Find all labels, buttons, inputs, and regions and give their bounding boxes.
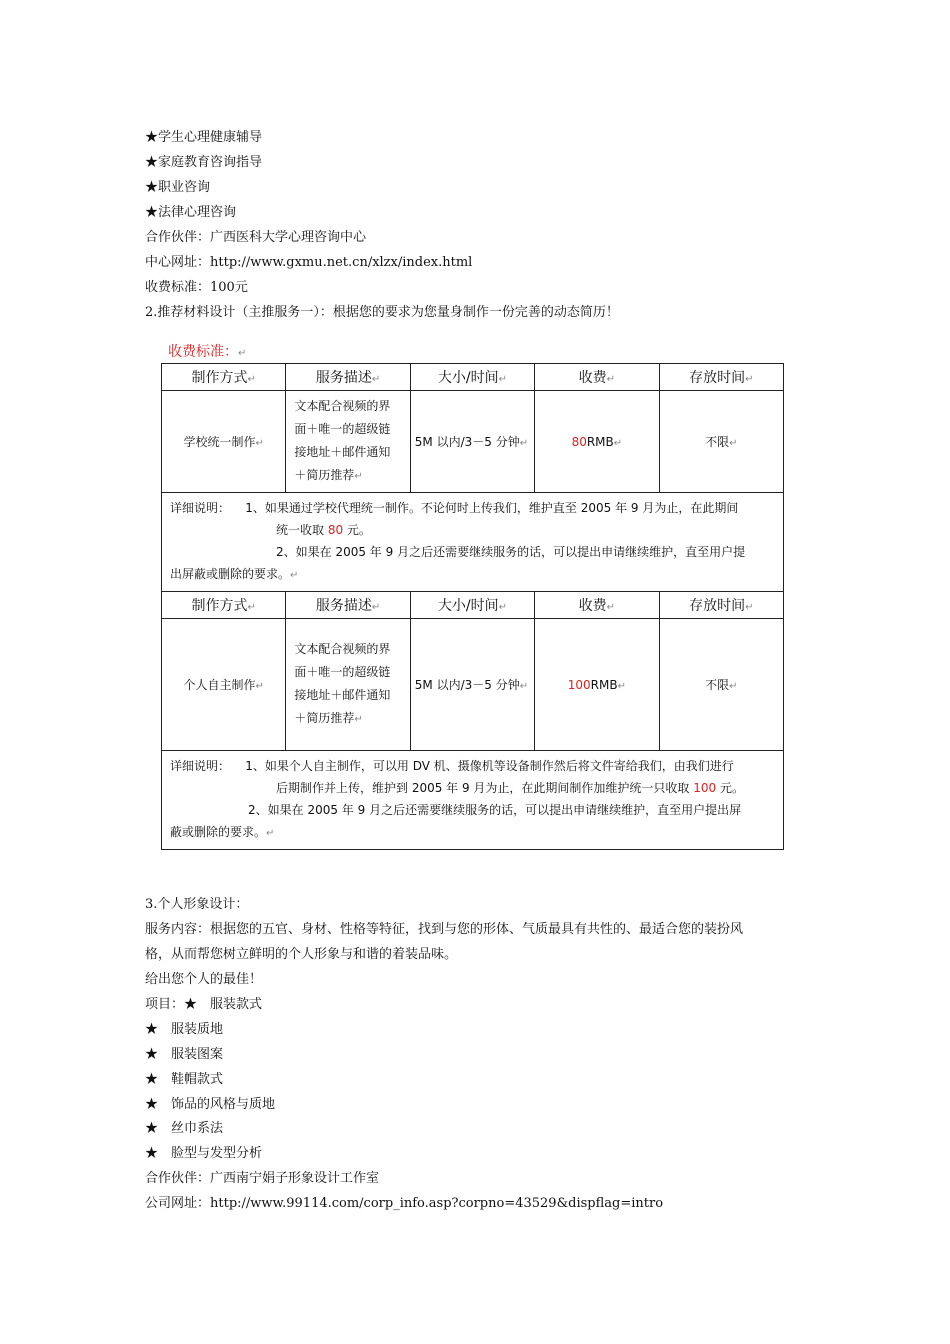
list-item: ★ 鞋帽款式 bbox=[145, 1072, 224, 1087]
storage-text: 不限 bbox=[705, 678, 730, 692]
price-unit: RMB bbox=[590, 677, 618, 692]
best-text: 给出您个人的最佳！ bbox=[145, 972, 263, 987]
paragraph-mark: ↵ bbox=[371, 602, 381, 613]
paragraph-mark: ↵ bbox=[238, 348, 247, 359]
note-number: 80 bbox=[327, 523, 344, 537]
paragraph-mark: ↵ bbox=[247, 374, 256, 385]
note-text: 元。 bbox=[716, 781, 744, 795]
list-item: ★职业咨询 bbox=[145, 180, 211, 195]
note-text: 2、如果在 2005 年 9 月之后还需要继续服务的话，可以提出申请继续维护，直至用户提 bbox=[276, 545, 746, 559]
desc-line: 接地址＋邮件通知 bbox=[294, 445, 391, 459]
list-item: ★ 丝巾系法 bbox=[145, 1121, 224, 1136]
partner-text: 合作伙伴：广西南宁娟子形象设计工作室 bbox=[145, 1171, 380, 1186]
header-label: 收费 bbox=[578, 598, 607, 614]
note-line bbox=[170, 755, 775, 777]
note-number: 100 bbox=[693, 781, 717, 795]
detail-note bbox=[162, 493, 784, 592]
paragraph-mark: ↵ bbox=[745, 602, 754, 613]
header-size bbox=[410, 364, 534, 391]
items-heading: 项目：★ 服装款式 bbox=[145, 997, 263, 1012]
paragraph-mark: ↵ bbox=[354, 471, 363, 482]
note-text: 1、如果个人自主制作，可以用 DV 机、摄像机等设备制作然后将文件寄给我们，由我们进行 bbox=[245, 759, 734, 773]
cell-storage bbox=[659, 619, 783, 751]
header-label: 服务描述 bbox=[315, 370, 372, 386]
cell-method bbox=[162, 391, 286, 493]
header-price bbox=[535, 364, 659, 391]
paragraph-mark: ↵ bbox=[371, 374, 381, 385]
header-label: 大小/时间 bbox=[437, 370, 499, 386]
price-unit: RMB bbox=[586, 434, 614, 449]
paragraph-mark: ↵ bbox=[255, 681, 264, 692]
desc-line-last bbox=[294, 707, 401, 731]
note-line bbox=[170, 519, 775, 541]
size-text: 5M 以内/3－5 分钟 bbox=[414, 678, 520, 692]
note-text: 1、如果通过学校代理统一制作。不论何时上传我们，维护直至 2005 年 9 月为止，在此期间 bbox=[245, 501, 739, 515]
note-label: 详细说明： bbox=[170, 501, 231, 515]
header-storage bbox=[659, 592, 783, 619]
cell-desc bbox=[286, 391, 410, 493]
note-text: 蔽或删除的要求。 bbox=[170, 825, 267, 839]
header-price bbox=[535, 592, 659, 619]
header-size bbox=[410, 592, 534, 619]
desc-text: ＋简历推荐 bbox=[294, 468, 355, 482]
fee-text: 收费标准：100元 bbox=[145, 280, 248, 295]
note-line bbox=[170, 541, 775, 563]
service-text: 格，从而帮您树立鲜明的个人形象与和谐的着装品味。 bbox=[145, 947, 458, 962]
list-item: ★法律心理咨询 bbox=[145, 205, 237, 220]
section-heading: 3.个人形象设计： bbox=[145, 897, 249, 912]
partner-text: 合作伙伴：广西医科大学心理咨询中心 bbox=[145, 230, 367, 245]
paragraph-mark: ↵ bbox=[729, 438, 738, 449]
cell-desc bbox=[286, 619, 410, 751]
paragraph-mark: ↵ bbox=[354, 714, 363, 725]
header-desc bbox=[286, 364, 410, 391]
paragraph-mark: ↵ bbox=[498, 374, 508, 385]
fee-title-label: 收费标准： bbox=[168, 344, 238, 360]
header-label: 大小/时间 bbox=[437, 598, 499, 614]
desc-line: 文本配合视频的界 bbox=[294, 642, 391, 656]
cell-size bbox=[410, 619, 534, 751]
paragraph-mark: ↵ bbox=[266, 828, 275, 839]
fee-table-title bbox=[168, 343, 246, 363]
header-label: 服务描述 bbox=[315, 598, 372, 614]
paragraph-mark: ↵ bbox=[498, 602, 508, 613]
fee-table-school bbox=[161, 363, 784, 850]
note-line bbox=[170, 799, 775, 821]
note-line bbox=[170, 563, 775, 587]
price-number: 100 bbox=[567, 677, 591, 692]
paragraph-mark: ↵ bbox=[519, 438, 529, 449]
cell-size bbox=[410, 391, 534, 493]
header-method bbox=[162, 592, 286, 619]
paragraph-mark: ↵ bbox=[745, 374, 754, 385]
paragraph-mark: ↵ bbox=[617, 680, 626, 692]
note-line bbox=[170, 497, 775, 519]
note-line bbox=[170, 821, 775, 845]
note-label: 详细说明： bbox=[170, 759, 231, 773]
method-text: 个人自主制作 bbox=[183, 678, 256, 692]
note-line bbox=[170, 777, 775, 799]
header-label: 存放时间 bbox=[689, 370, 746, 386]
section-heading: 2.推荐材料设计（主推服务一）：根据您的要求为您量身制作一份完善的动态简历！ bbox=[145, 305, 619, 320]
paragraph-mark: ↵ bbox=[606, 602, 616, 613]
service-text: 服务内容：根据您的五官、身材、性格等特征，找到与您的形体、气质最具有共性的、最适合您的装扮风 bbox=[145, 922, 744, 937]
desc-line: 文本配合视频的界 bbox=[294, 399, 391, 413]
note-text: 元。 bbox=[343, 523, 371, 537]
price-number: 80 bbox=[571, 434, 587, 449]
note-text: 统一收取 bbox=[276, 523, 328, 537]
header-method bbox=[162, 364, 286, 391]
paragraph-mark: ↵ bbox=[247, 602, 256, 613]
detail-note bbox=[162, 751, 784, 850]
note-text: 出屏蔽或删除的要求。 bbox=[170, 567, 291, 581]
site-url-text: 中心网址：http://www.gxmu.net.cn/xlzx/index.html bbox=[145, 255, 473, 270]
list-item: ★ 服装质地 bbox=[145, 1022, 224, 1037]
cell-method bbox=[162, 619, 286, 751]
cell-storage bbox=[659, 391, 783, 493]
list-item: ★家庭教育咨询指导 bbox=[145, 155, 263, 170]
paragraph-mark: ↵ bbox=[729, 681, 738, 692]
header-desc bbox=[286, 592, 410, 619]
method-text: 学校统一制作 bbox=[183, 435, 256, 449]
desc-line: 接地址＋邮件通知 bbox=[294, 688, 391, 702]
size-text: 5M 以内/3－5 分钟 bbox=[414, 435, 520, 449]
header-label: 制作方式 bbox=[191, 370, 248, 386]
note-text: 后期制作并上传，维护到 2005 年 9 月为止，在此期间制作加维护统一只收取 bbox=[276, 781, 694, 795]
note-text: 2、如果在 2005 年 9 月之后还需要继续服务的话，可以提出申请继续维护，直至用户提出屏 bbox=[248, 803, 742, 817]
header-label: 收费 bbox=[578, 370, 607, 386]
list-item: ★ 服装图案 bbox=[145, 1047, 224, 1062]
desc-text: ＋简历推荐 bbox=[294, 711, 355, 725]
paragraph-mark: ↵ bbox=[519, 681, 529, 692]
site-url-text: 公司网址：http://www.99114.com/corp_info.asp?corpno=43529&dispflag=intro bbox=[145, 1196, 664, 1211]
paragraph-mark: ↵ bbox=[606, 374, 616, 385]
header-label: 存放时间 bbox=[689, 598, 746, 614]
cell-price bbox=[535, 391, 659, 493]
cell-price bbox=[535, 619, 659, 751]
desc-line: 面＋唯一的超级链 bbox=[294, 422, 391, 436]
paragraph-mark: ↵ bbox=[613, 437, 623, 449]
desc-line: 面＋唯一的超级链 bbox=[294, 665, 391, 679]
list-item: ★ 脸型与发型分析 bbox=[145, 1146, 263, 1161]
paragraph-mark: ↵ bbox=[290, 570, 299, 581]
paragraph-mark: ↵ bbox=[255, 438, 264, 449]
desc-line-last bbox=[294, 464, 401, 488]
header-label: 制作方式 bbox=[191, 598, 248, 614]
storage-text: 不限 bbox=[705, 435, 730, 449]
list-item: ★学生心理健康辅导 bbox=[145, 130, 263, 145]
header-storage bbox=[659, 364, 783, 391]
list-item: ★ 饰品的风格与质地 bbox=[145, 1097, 276, 1112]
